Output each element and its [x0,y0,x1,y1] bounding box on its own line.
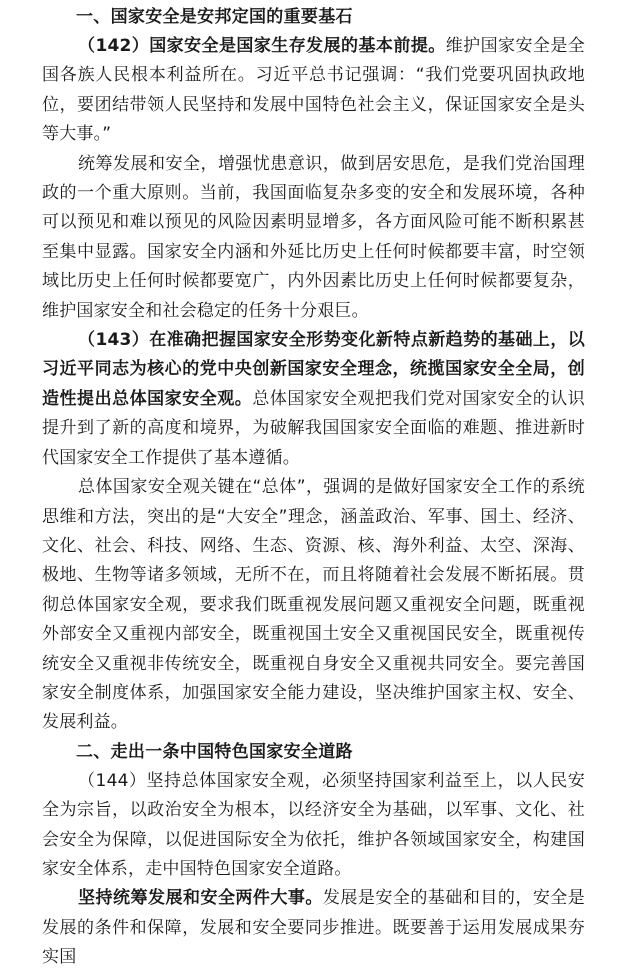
paragraph-bold-lead: 坚持统筹发展和安全两件大事。 [78,888,323,909]
section-heading-1: 一、国家安全是安邦定国的重要基石 [76,7,353,27]
paragraph-development-security [42,150,585,326]
paragraph-text: 总体国家安全观关键在“总体”，强调的是做好国家安全工作的系统思维和方法，突出的是“大安全”理念，涵盖政治、军事、国土、经济、文化、社会、科技、网络、生态、资源、核、海外利益、太空、深海、极地、生物等诸多领域，无所不在，而且将随着社会发展不断拓展。贯彻总体国家安全观，要求我们既重视发展问题又重视安全问题，既重视外部安全又重视内部安全，既重视国土安全又重视国民安全，既重视传统安全又重视非传统安全，既重视自身安全又重视共同安全。要完善国家安全制度体系，加强国家安全能力建设，坚决维护国家主权、安全、发展利益。 [42,477,585,733]
paragraph-143 [42,326,585,473]
paragraph-text: 维护国家安全是全国各族人民根本利益所在。习近平总书记强调：“我们党要巩固执政地位，要团结带领人民坚持和发展中国特色社会主义，保证国家安全是头等大事。” [42,36,585,145]
paragraph-142 [42,32,585,150]
paragraph-text: （144）坚持总体国家安全观，必须坚持国家利益至上，以人民安全为宗旨，以政治安全为根本，以经济安全为基础，以军事、文化、社会安全为保障，以促进国际安全为依托，维护各领域国家安全，构建国家安全体系，走中国特色国家安全道路。 [42,770,585,879]
paragraph-text: 统筹发展和安全，增强忧患意识，做到居安思危，是我们党治国理政的一个重大原则。当前，我国面临复杂多变的安全和发展环境，各种可以预见和难以预见的风险因素明显增多，各方面风险可能不断积累甚至集中显露。国家安全内涵和外延比历史上任何时候都要丰富，时空领域比历史上任何时候都要宽广，内外因素比历史上任何时候都要复杂，维护国家安全和社会稳定的任务十分艰巨。 [42,153,585,321]
paragraph-bold-lead: （142）国家安全是国家生存发展的基本前提。 [78,36,446,56]
paragraph-coordinate-development [42,884,585,972]
paragraph-holistic-security [42,473,585,738]
section-heading-2: 二、走出一条中国特色国家安全道路 [76,741,353,762]
paragraph-text: 发展是安全的基础和目的，安全是发展的条件和保障，发展和安全要同步推进。既要善于运用发展成果夯实国 [42,888,585,968]
paragraph-text: 总体国家安全观把我们党对国家安全的认识提升到了新的高度和境界，为破解我国国家安全面临的难题、推进新时代国家安全工作提供了基本遵循。 [42,388,585,468]
paragraph-144 [42,767,585,885]
paragraph-bold-lead: （143）在准确把握国家安全形势变化新特点新趋势的基础上，以习近平同志为核心的党中央创新国家安全理念，统揽国家安全全局，创造性提出总体国家安全观。 [42,330,585,409]
